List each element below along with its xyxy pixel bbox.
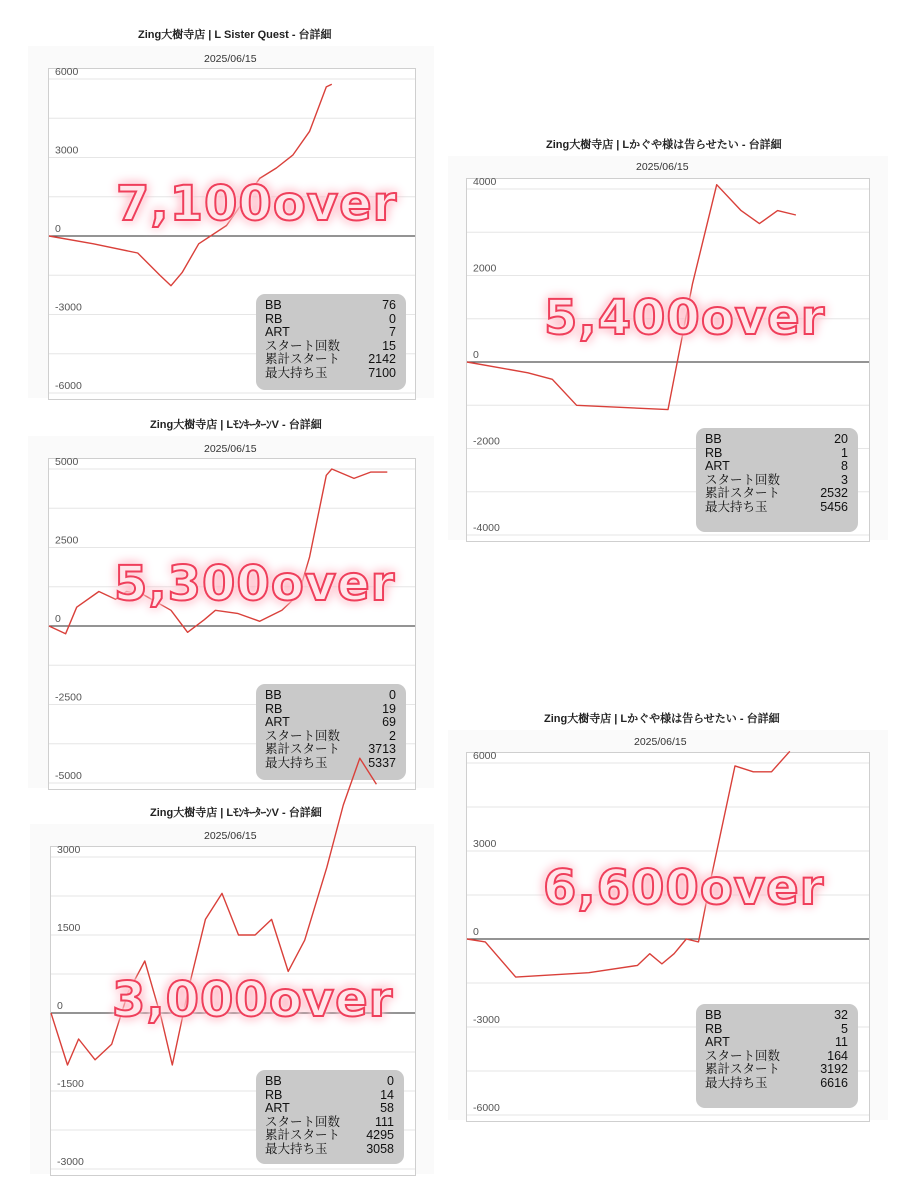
y-tick-label: 5000 xyxy=(55,456,79,468)
stat-row xyxy=(705,1077,848,1091)
stat-row xyxy=(265,340,396,354)
y-tick-label: 0 xyxy=(473,926,479,938)
stat-row xyxy=(265,353,396,367)
stat-label: 最大持ち玉 xyxy=(705,1075,768,1090)
y-tick-label: 1500 xyxy=(57,922,81,934)
panel-title: Zing大樹寺店 | L Sister Quest - 台詳細 xyxy=(138,29,332,41)
stat-value: 164 xyxy=(827,1048,848,1063)
stat-label: 最大持ち玉 xyxy=(265,755,328,770)
stat-value: 3 xyxy=(841,472,848,487)
y-tick-label: -6000 xyxy=(55,380,82,392)
stat-label: スタート回数 xyxy=(705,472,781,487)
stat-label: 累計スタート xyxy=(265,742,341,756)
stat-value: 111 xyxy=(374,1114,394,1129)
stat-value: 7100 xyxy=(368,365,396,380)
y-tick-label: -3000 xyxy=(57,1156,84,1168)
stat-label: スタート回数 xyxy=(705,1048,781,1063)
stat-value: 1 xyxy=(841,445,848,460)
stat-row xyxy=(705,447,848,461)
overlay-label: 5,300over xyxy=(114,556,396,612)
chart-date: 2025/06/15 xyxy=(204,830,257,842)
stat-row xyxy=(705,1023,848,1037)
stat-row xyxy=(265,730,396,744)
stat-label: RB xyxy=(705,445,723,460)
stat-value: 2532 xyxy=(820,486,848,500)
stat-label: ART xyxy=(265,325,290,339)
stat-label: ART xyxy=(705,459,730,473)
stat-value: 7 xyxy=(389,325,396,339)
stat-label: ART xyxy=(705,1035,730,1049)
stat-value: 76 xyxy=(382,298,396,312)
stat-row xyxy=(265,1143,394,1157)
stat-row xyxy=(705,487,848,501)
stat-value: 32 xyxy=(834,1008,848,1022)
stat-label: 最大持ち玉 xyxy=(265,1141,328,1156)
overlay-label: 7,100over xyxy=(116,176,398,232)
stat-value: 58 xyxy=(380,1101,394,1115)
stat-row xyxy=(265,743,396,757)
stat-value: 4295 xyxy=(366,1128,394,1142)
chart-date: 2025/06/15 xyxy=(634,736,687,748)
y-tick-label: -3000 xyxy=(55,301,82,314)
chart-date: 2025/06/15 xyxy=(636,161,689,173)
y-tick-label: 4000 xyxy=(473,176,497,188)
y-tick-label: 6000 xyxy=(473,750,497,762)
chart-frame xyxy=(448,156,888,540)
stat-label: スタート回数 xyxy=(265,728,341,743)
stat-value: 0 xyxy=(387,1074,394,1088)
stat-label: スタート回数 xyxy=(265,1114,341,1129)
panel-title: Zing大樹寺店 | Lかぐや様は告らせたい - 台詳細 xyxy=(546,139,782,151)
y-tick-label: -1500 xyxy=(57,1078,84,1090)
stat-label: RB xyxy=(705,1021,723,1036)
stat-row xyxy=(705,433,848,447)
stat-row xyxy=(705,501,848,515)
stat-value: 3713 xyxy=(368,742,396,756)
stat-value: 6616 xyxy=(820,1075,848,1090)
stat-label: 累計スタート xyxy=(265,1128,341,1142)
stat-row xyxy=(705,1063,848,1077)
stat-value: 20 xyxy=(834,432,848,446)
stat-label: BB xyxy=(265,298,282,312)
stat-label: 最大持ち玉 xyxy=(705,499,768,514)
stat-row xyxy=(265,313,396,327)
stat-value: 19 xyxy=(382,701,396,716)
y-tick-label: -4000 xyxy=(473,522,500,534)
y-tick-label: 0 xyxy=(55,613,61,625)
stat-label: BB xyxy=(705,432,722,446)
overlay-label: 3,000over xyxy=(112,972,394,1028)
stat-label: ART xyxy=(265,715,290,729)
stat-label: 最大持ち玉 xyxy=(265,365,328,380)
y-tick-label: 6000 xyxy=(55,66,79,78)
stat-label: 累計スタート xyxy=(705,486,781,500)
y-tick-label: -2500 xyxy=(55,691,82,704)
stat-value: 3058 xyxy=(366,1141,394,1156)
y-tick-label: 3000 xyxy=(57,844,81,856)
stat-value: 5337 xyxy=(368,755,396,770)
stat-value: 0 xyxy=(389,311,396,326)
stat-row xyxy=(265,1102,394,1116)
stat-row xyxy=(265,757,396,771)
stats-box xyxy=(696,428,858,532)
panel-title: Zing大樹寺店 | LﾓﾝｷｰﾀｰﾝV - 台詳細 xyxy=(150,419,322,431)
stat-label: スタート回数 xyxy=(265,338,341,353)
stat-value: 69 xyxy=(382,715,396,729)
stat-value: 14 xyxy=(380,1087,394,1102)
stat-value: 8 xyxy=(841,459,848,473)
chart-frame xyxy=(28,436,434,788)
stats-box xyxy=(256,294,406,390)
y-tick-label: -3000 xyxy=(473,1014,500,1026)
stats-box xyxy=(256,684,406,780)
stat-row xyxy=(705,1009,848,1023)
stats-box xyxy=(696,1004,858,1108)
stat-label: RB xyxy=(265,701,283,716)
stat-row xyxy=(265,716,396,730)
stat-value: 11 xyxy=(835,1035,848,1049)
y-tick-label: -5000 xyxy=(55,770,82,782)
stat-row xyxy=(265,299,396,313)
stat-label: BB xyxy=(265,688,282,702)
panel-title: Zing大樹寺店 | LﾓﾝｷｰﾀｰﾝV - 台詳細 xyxy=(150,807,322,819)
y-tick-label: -6000 xyxy=(473,1102,500,1114)
stat-row xyxy=(705,474,848,488)
stat-row xyxy=(265,367,396,381)
stat-label: BB xyxy=(265,1074,282,1088)
overlay-label: 5,400over xyxy=(544,290,826,346)
stats-box xyxy=(256,1070,404,1164)
y-tick-label: 3000 xyxy=(473,838,497,850)
chart-frame xyxy=(448,730,888,1120)
panel-title: Zing大樹寺店 | Lかぐや様は告らせたい - 台詳細 xyxy=(544,713,780,725)
y-tick-label: 2000 xyxy=(473,262,497,275)
stat-row xyxy=(705,1050,848,1064)
chart-date: 2025/06/15 xyxy=(204,443,257,455)
stat-value: 0 xyxy=(389,688,396,702)
y-tick-label: 0 xyxy=(55,223,61,235)
stat-row xyxy=(265,1089,394,1103)
stat-label: RB xyxy=(265,1087,283,1102)
stat-value: 15 xyxy=(382,338,396,353)
y-tick-label: 2500 xyxy=(55,534,79,547)
y-tick-label: 0 xyxy=(57,1000,63,1012)
y-tick-label: -2000 xyxy=(473,435,500,448)
stat-row xyxy=(265,689,396,703)
stat-row xyxy=(265,1129,394,1143)
overlay-label: 6,600over xyxy=(543,860,825,916)
stat-row xyxy=(265,1116,394,1130)
stat-label: ART xyxy=(265,1101,290,1115)
y-tick-label: 3000 xyxy=(55,144,79,157)
stat-label: RB xyxy=(265,311,283,326)
stat-row xyxy=(705,1036,848,1050)
stat-row xyxy=(265,1075,394,1089)
chart-date: 2025/06/15 xyxy=(204,53,257,65)
stat-label: 累計スタート xyxy=(265,352,341,366)
stat-value: 2 xyxy=(389,728,396,743)
stat-row xyxy=(705,460,848,474)
stat-label: BB xyxy=(705,1008,722,1022)
stat-value: 5 xyxy=(841,1021,848,1036)
stat-row xyxy=(265,326,396,340)
stat-label: 累計スタート xyxy=(705,1062,781,1076)
stat-value: 5456 xyxy=(820,499,848,514)
stat-value: 3192 xyxy=(820,1062,848,1076)
stat-row xyxy=(265,703,396,717)
stat-value: 2142 xyxy=(368,352,396,366)
y-tick-label: 0 xyxy=(473,349,479,361)
